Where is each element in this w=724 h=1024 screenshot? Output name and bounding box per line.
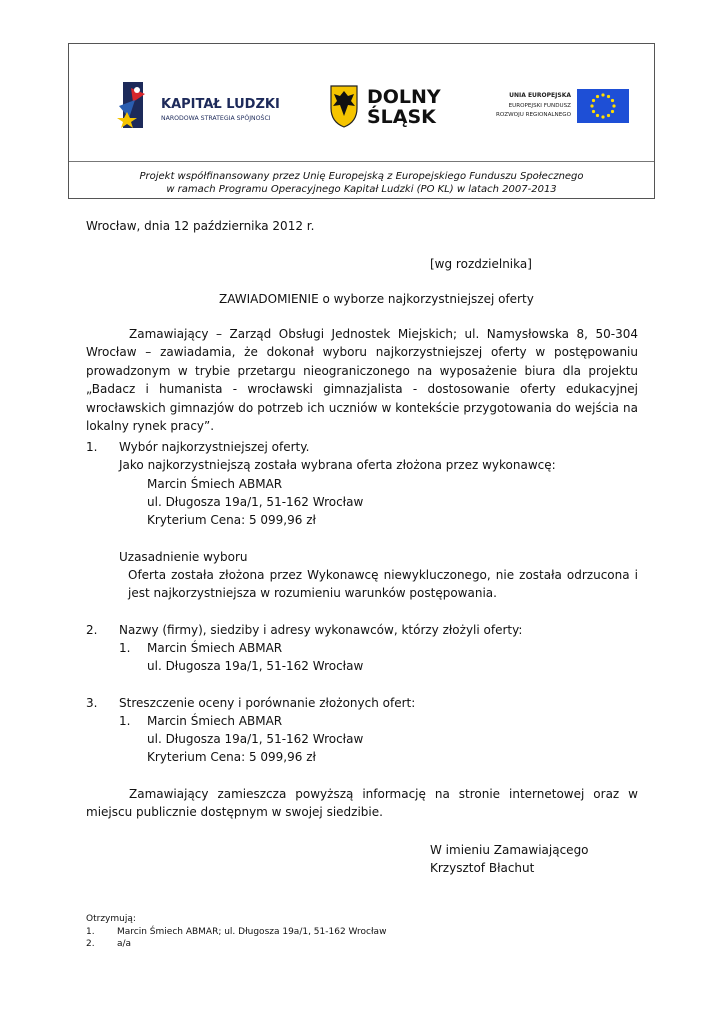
justification-text: Oferta została złożona przez Wykonawcę niewykluczonego, nie została odrzucona i jest najkorzystniejsza w rozumieniu warunków postępowania. — [128, 568, 638, 601]
distribution-item-1-text: Marcin Śmiech ABMAR; ul. Długosza 19a/1, 51-162 Wrocław — [117, 927, 387, 937]
section3-heading: Streszczenie oceny i porównanie złożonych ofert: — [119, 696, 416, 710]
signature-line-2: Krzysztof Błachut — [430, 861, 535, 875]
eu-line3: ROZWOJU REGIONALNEGO — [496, 112, 571, 118]
project-caption — [69, 171, 654, 196]
section2-name: Marcin Śmiech ABMAR — [147, 641, 283, 655]
distribution-item-1-number: 1. — [86, 927, 95, 937]
section1-address: ul. Długosza 19a/1, 51-162 Wrocław — [147, 495, 364, 509]
intro-paragraph: Zamawiający – Zarząd Obsługi Jednostek Miejskich; ul. Namysłowska 8, 50-304 Wrocław – zawiadamia, że dokonał wyboru najkorzystniejszej oferty w postępowaniu prowadzonym w trybie przetargu nieograniczonego na wyposażenie biura dla projektu „Badacz i humanista - wrocławski gimnazjalista - dostosowanie oferty edukacyjnej wrocławskich gimnazjów do potrzeb ich uczniów w kontekście przygotowania do wejścia na lokalny rynek pracy”. — [86, 327, 638, 434]
section1-criterion: Kryterium Cena: 5 099,96 zł — [147, 513, 316, 527]
logo-band — [69, 44, 654, 161]
kl-title: KAPITAŁ LUDZKI — [161, 97, 280, 112]
justification-heading: Uzasadnienie wyboru — [119, 550, 248, 564]
slask-text: ŚLĄSK — [367, 106, 436, 128]
distribution-item-2-number: 2. — [86, 939, 95, 949]
kl-subtitle: NARODOWA STRATEGIA SPÓJNOŚCI — [161, 115, 271, 122]
section1-heading: Wybór najkorzystniejszej oferty. — [119, 440, 310, 454]
dolny-text: DOLNY — [367, 86, 441, 108]
dolny-slask-logo — [327, 82, 447, 130]
section3-address: ul. Długosza 19a/1, 51-162 Wrocław — [147, 732, 364, 746]
recipient: [wg rozdzielnika] — [430, 257, 532, 271]
distribution-item-2-text: a/a — [117, 939, 132, 949]
section3-item-number: 1. — [119, 714, 131, 728]
letter-date: Wrocław, dnia 12 października 2012 r. — [86, 219, 315, 233]
section2-item-number: 1. — [119, 641, 131, 655]
kl-white-dot — [134, 87, 140, 93]
kapital-ludzki-logo — [117, 78, 292, 130]
eu-line2: EUROPEJSKI FUNDUSZ — [508, 103, 571, 109]
letter-title: ZAWIADOMIENIE o wyborze najkorzystniejszej oferty — [219, 292, 534, 306]
header-box — [68, 43, 655, 199]
section1-line: Jako najkorzystniejszą została wybrana oferta złożona przez wykonawcę: — [119, 458, 556, 472]
section1-number: 1. — [86, 440, 98, 454]
eu-logo — [471, 87, 631, 127]
section2-heading: Nazwy (firmy), siedziby i adresy wykonawców, którzy złożyli oferty: — [119, 623, 523, 637]
signature-line-1: W imieniu Zamawiającego — [430, 843, 589, 857]
section2-address: ul. Długosza 19a/1, 51-162 Wrocław — [147, 659, 364, 673]
header-divider — [69, 161, 654, 162]
section1-name: Marcin Śmiech ABMAR — [147, 477, 283, 491]
caption-line-2: w ramach Programu Operacyjnego Kapitał Ludzki (PO KL) w latach 2007-2013 — [166, 183, 557, 195]
section3-number: 3. — [86, 696, 98, 710]
section2-number: 2. — [86, 623, 98, 637]
section3-criterion: Kryterium Cena: 5 099,96 zł — [147, 750, 316, 764]
distribution-label: Otrzymują: — [86, 914, 136, 924]
section3-name: Marcin Śmiech ABMAR — [147, 714, 283, 728]
closing-paragraph: Zamawiający zamieszcza powyższą informację na stronie internetowej oraz w miejscu publicznie dostępnym w swojej siedzibie. — [86, 787, 638, 820]
eu-line1: UNIA EUROPEJSKA — [509, 92, 571, 99]
caption-line-1: Projekt współfinansowany przez Unię Europejską z Europejskiego Funduszu Społecznego — [139, 171, 584, 182]
